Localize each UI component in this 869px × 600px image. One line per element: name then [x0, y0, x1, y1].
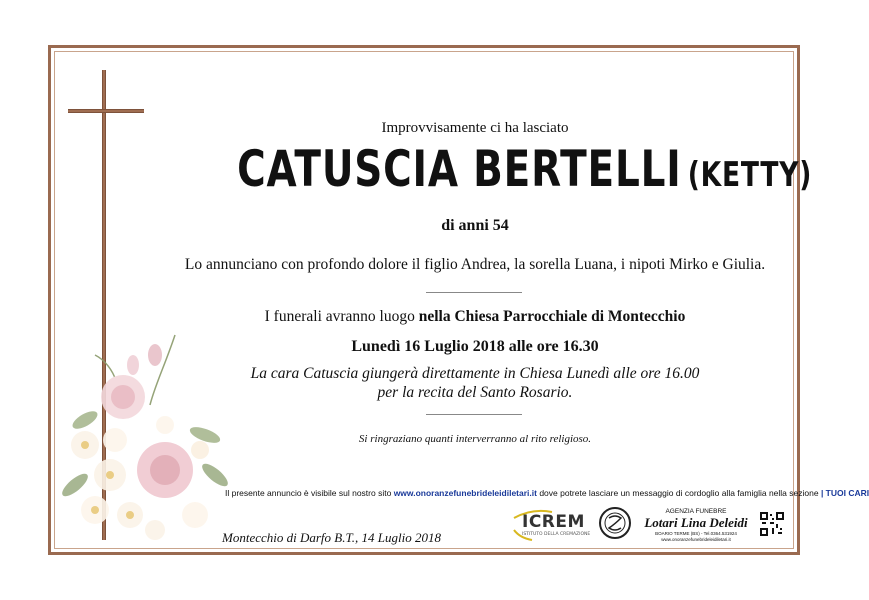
tuoi-cari-link[interactable]: | TUOI CARI: [820, 488, 869, 498]
intro-text: Improvvisamente ci ha lasciato: [381, 120, 569, 136]
agency-address: BOARIO TERME (BS) - Tel.0364.531924: [655, 531, 737, 536]
icrem-name: ICREM: [522, 512, 585, 532]
site-suffix: dove potrete lasciare un messaggio di cordoglio alla famiglia nella sezione: [536, 488, 821, 498]
place-date: Montecchio di Darfo B.T., 14 Luglio 2018: [222, 530, 441, 545]
deceased-nickname: (KETTY): [687, 155, 813, 195]
agency-block: [636, 508, 756, 543]
qr-code-icon[interactable]: [760, 512, 784, 536]
website-notice: [225, 488, 869, 498]
agency-name: Lotari Lina Deleidi: [644, 515, 748, 530]
agency-seal-icon: [598, 506, 632, 540]
deceased-name: [237, 140, 813, 198]
funeral-prefix: I funerali avranno luogo: [264, 308, 419, 325]
funeral-place: nella Chiesa Parrocchiale di Montecchio: [418, 308, 686, 325]
divider: [426, 414, 522, 415]
icrem-subtitle: ISTITUTO DELLA CREMAZIONE: [522, 532, 591, 537]
rosary-note: [170, 364, 780, 402]
site-prefix: Il presente annuncio è visibile sul nostro sito: [225, 488, 394, 498]
thanks-text: Si ringraziano quanti interverranno al rito religioso.: [358, 433, 592, 445]
note-line-2: per la recita del Santo Rosario.: [377, 384, 573, 401]
deceased-full-name: CATUSCIA BERTELLI: [237, 140, 682, 198]
cross-bar: [68, 109, 144, 113]
funeral-datetime: Lunedì 16 Luglio 2018 alle ore 16.30: [351, 338, 599, 355]
age-text: di anni 54: [441, 217, 509, 234]
funeral-text: [170, 308, 780, 326]
site-link[interactable]: www.onoranzefunebrideleidiletari.it: [393, 488, 537, 498]
note-line-1: La cara Catuscia giungerà direttamente in Chiesa Lunedì alle ore 16.00: [250, 365, 700, 382]
announcement-text: Lo annunciano con profondo dolore il figlio Andrea, la sorella Luana, i nipoti Mirko e Giulia.: [184, 256, 766, 273]
agency-label: AGENZIA FUNEBRE: [665, 508, 727, 515]
agency-url[interactable]: www.onoranzefunebrideleidiletari.it: [661, 537, 731, 542]
divider: [426, 292, 522, 293]
